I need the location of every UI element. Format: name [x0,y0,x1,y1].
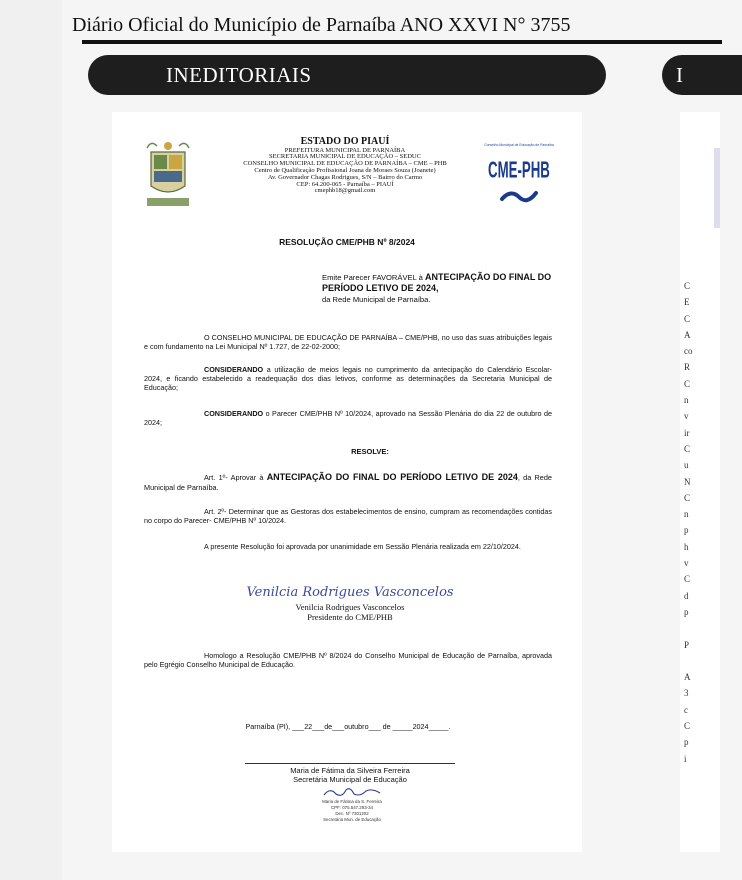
letterhead [200,137,490,195]
piaui-coat-of-arms-icon [145,138,191,212]
next-page-line-fragment: p [684,525,689,536]
preamble-paragraph: O CONSELHO MUNICIPAL DE EDUCAÇÃO DE PARNAÍBA – CME/PHB, no uso das suas atribuições legais e com fundamento na Lei Municipal Nº 1.727, de 22-02-2000; [144,333,552,351]
signature-handwriting: Venilcia Rodrigues Vasconcelos [246,585,454,600]
secretary-role: Secretária Municipal de Educação [293,775,407,785]
next-page-line-fragment: n [684,395,689,406]
next-page-line-fragment: A [684,672,691,683]
next-page-line-fragment: C [684,313,691,324]
date-day: 22 [304,722,313,731]
next-page-line-fragment: C [684,378,691,389]
next-page-line-fragment: N [684,476,691,487]
section-banner-label: INEDITORIAIS [166,62,312,87]
date-line: Parnaíba (PI), ___22___de___outubro___ de _____2024_____. [245,722,451,731]
letterhead-line: Av. Governador Chagas Rodrigues, S/N – Bairro do Carmo [267,173,423,181]
next-page-line-fragment: C [684,281,691,291]
next-page-line-fragment: E [684,297,690,308]
resolution-summary [322,272,552,304]
letterhead-line: CEP: 64.200-065 - Parnaíba – PIAUÍ [296,180,394,188]
president-handwritten-signature [246,582,454,602]
date-de: de [324,722,333,731]
next-page-logo-fragment [714,148,720,228]
signature-rule [245,763,455,764]
next-page-line-fragment: d [684,590,689,601]
president-name: Venilcia Rodrigues Vasconcelos [295,602,405,612]
stamp-line: Maria de Fátima da S. Ferreira [322,799,382,804]
letterhead-line: Centro de Qualificação Profissional Joana de Moraes Souza (Joanete) [254,166,436,174]
date-de: de [382,722,391,731]
considering-text: o Parecer CME/PHB Nº 10/2024, aprovado na Sessão Plenária do dia 22 de outubro de 2024; [144,409,552,427]
next-page-line-fragment: p [684,606,689,617]
section-banner-right [662,55,742,95]
date-month: outubro [344,722,369,731]
next-page-line-fragment: v [684,558,689,569]
secretary-handwritten-signature [320,786,390,798]
article-2: Art. 2º- Determinar que as Gestoras dos estabelecimentos de ensino, cumpram as recomendações contidas no corpo do Parecer- CME/PHB Nº 10/2024. [144,507,552,525]
section-banner-ineditoriais [88,55,606,95]
left-margin [0,0,62,880]
secretary-name: Maria de Fátima da Silveira Ferreira [290,766,410,775]
letterhead-title: ESTADO DO PIAUÍ [300,136,390,147]
considering-text: a utilização de meios legais no cumprimento da antecipação do Calendário Escolar- 2024, e ficando estabelecido a readequação dos dias letivos, conforme as determinações da Secretaria Municipal de Educação; [144,365,552,392]
next-page-line-fragment: C [684,721,691,732]
article-1 [144,472,552,492]
cme-logo-text: CME-PHB [488,156,550,183]
next-page-line-fragment: A [684,329,691,340]
stamp-line: CPF: 075.547.293-34 [331,804,373,810]
resolve-heading: RESOLVE: [351,447,389,456]
considering-paragraph-2 [144,409,552,427]
article-1-bold: ANTECIPAÇÃO DO FINAL DO PERÍODO LETIVO DE 2024 [266,472,518,482]
next-page-line-fragment: 3 [684,688,689,699]
next-page-line-fragment: h [684,541,689,552]
letterhead-line: PREFEITURA MUNICIPAL DE PARNAÍBA [284,146,406,154]
letterhead-line: SECRETARIA MUNICIPAL DE EDUCAÇÃO – SEDUC [269,153,421,161]
secretary-signature-block [235,763,465,785]
next-page-line-fragment: P [684,639,690,650]
next-page-line-fragment: C [684,492,691,503]
considering-keyword: CONSIDERANDO [204,365,264,374]
next-page-line-fragment: v [684,411,689,422]
cme-phb-logo-icon [484,137,554,211]
stamp-line: Secretária Mun. de Educação [323,816,381,822]
next-page-line-fragment: C [684,443,691,454]
letterhead-email: cmephb18@gmail.com [314,187,376,195]
next-page-line-fragment: i [684,753,687,764]
cme-logo-caption: Conselho Municipal de Educação de Parnaíba [484,143,554,147]
date-year: 2024 [412,722,429,731]
next-page-line-fragment: co [684,346,693,357]
newspaper-header-title: Diário Oficial do Município de Parnaíba ANO XXVI N° 3755 [72,14,571,36]
homologation-paragraph: Homologo a Resolução CME/PHB Nº 8/2024 do Conselho Municipal de Educação de Parnaíba, aprovada pelo Egrégio Conselho Municipal de Educação. [144,651,552,669]
article-1-suffix: , da Rede Municipal de Parnaíba. [144,473,552,493]
letterhead-line: CONSELHO MUNICIPAL DE EDUCAÇÃO DE PARNAÍBA – CME – PHB [243,160,447,168]
date-city: Parnaíba (PI), [245,722,293,731]
next-page-line-fragment: u [684,460,689,471]
president-signature-block [240,582,460,622]
next-page-text-fragment [684,278,693,767]
summary-suffix: da Rede Municipal de Parnaíba. [322,294,431,304]
section-banner-right-label: I [676,62,683,87]
header-rule [82,40,722,44]
resolution-title: RESOLUÇÃO CME/PHB Nº 8/2024 [279,237,415,247]
next-page-line-fragment [684,620,693,636]
considering-paragraph-1 [144,365,552,392]
next-page-line-fragment: C [684,574,691,585]
next-page-line-fragment: ir [684,427,690,438]
stamp-line: Dec. Nº 7301202 [335,810,369,816]
next-page-line-fragment [684,653,693,669]
next-page-line-fragment: R [684,362,691,373]
next-page-line-fragment: p [684,737,689,748]
president-role: Presidente do CME/PHB [307,612,393,623]
next-page-line-fragment: n [684,509,689,520]
approval-paragraph: A presente Resolução foi aprovada por unanimidade em Sessão Plenária realizada em 22/10/2024. [204,542,521,551]
considering-keyword: CONSIDERANDO [204,409,264,418]
secretary-stamp [292,799,412,823]
next-page-line-fragment: c [684,704,688,715]
article-1-prefix: Art. 1º- Aprovar à [204,473,267,482]
summary-prefix: Emite Parecer FAVORÁVEL à [322,273,425,282]
summary-bold: ANTECIPAÇÃO DO FINAL DO PERÍODO LETIVO DE 2024, [322,272,552,294]
